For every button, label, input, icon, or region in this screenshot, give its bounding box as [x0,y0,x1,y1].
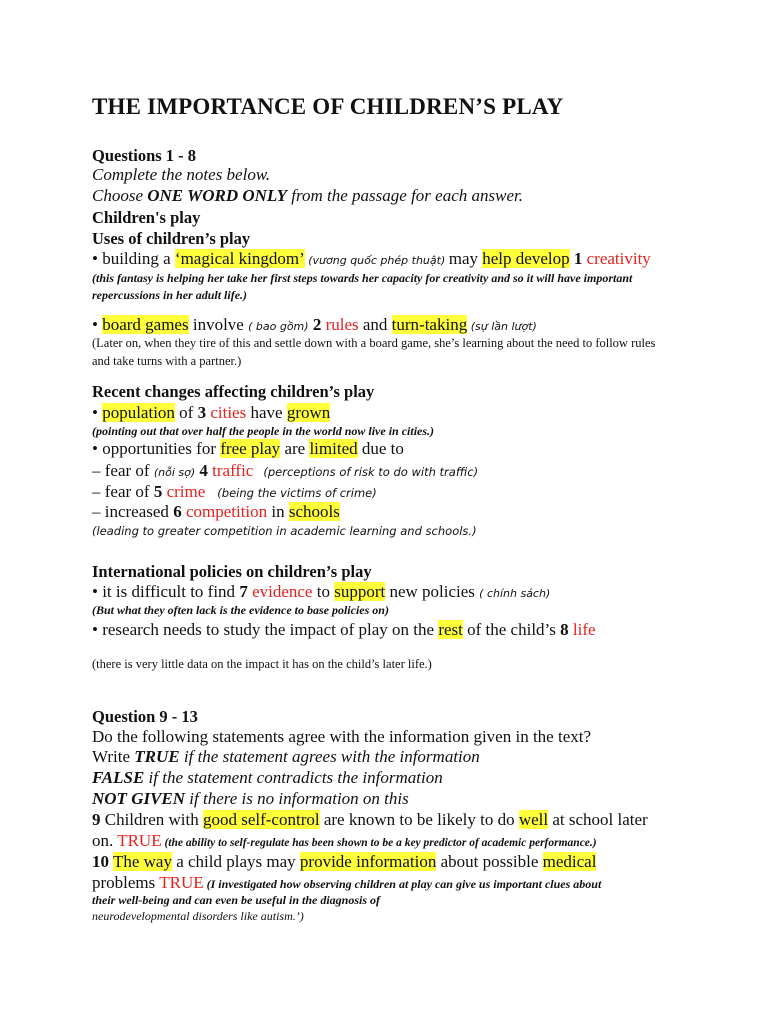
answer-7: evidence [247,582,313,601]
note-9-explanation: (the ability to self-regulate has been shown to be a key predictor of academic performance.) [161,837,597,849]
subheading-childrens-play: Children's play [92,208,201,227]
note-item-5: – fear of (nỗi sợ) 4 traffic (perceptions of risk to do with traffic) [92,461,479,480]
note-10-explanation: (I investigated how observing children at play can give us important clues about [203,877,602,891]
answer-3: cities [206,403,247,422]
highlight: well [518,810,549,829]
subheading-international: International policies on children’s play [92,562,372,581]
gloss: (vương quốc phép thuật) [304,254,449,267]
instruction-agree: Do the following statements agree with the information given in the text? [92,727,592,746]
note-7-explanation: (But what they often lack is the evidence to base policies on) [92,603,389,617]
subheading-uses: Uses of children’s play [92,229,251,248]
gloss: ( chính sách) [479,587,551,600]
note-3-explanation: (pointing out that over half the people in the world now live in cities.) [92,424,435,438]
highlight: provide information [299,852,437,871]
highlight: turn-taking [391,315,468,334]
note-10-explanation-line-3: neurodevelopmental disorders like autism.’) [92,909,304,923]
note-1-explanation: (this fantasy is helping her take her first steps towards her capacity for creativity and so it will have important repercussions in her adult life.) [92,271,633,302]
highlight: grown [286,403,331,422]
statement-9-answer-line: on. TRUE (the ability to self-regulate has been shown to be a key predictor of academic performance.) [92,831,597,850]
highlight: board games [102,315,189,334]
note-item-6: – fear of 5 crime (being the victims of crime) [92,482,377,501]
highlight: free play [220,439,281,458]
statement-10-answer-line: problems TRUE (I investigated how observing children at play can give us important clues about [92,873,602,892]
note-8-explanation: (there is very little data on the impact it has on the child’s later life.) [92,657,432,671]
highlight: limited [309,439,358,458]
note-item-7: – increased 6 competition in schools [92,502,340,521]
gloss: (sự lần lượt) [467,320,537,333]
note-6-explanation: (leading to greater competition in academic learning and schools.) [92,524,477,538]
answer-1: creativity [586,249,651,268]
note-item-9: • research needs to study the impact of play on the rest of the child’s 8 life [92,620,596,639]
gloss: (nỗi sợ) [153,466,196,479]
answer-4: traffic [212,461,254,480]
answer-6: competition [181,502,268,521]
questions-1-8-heading: Questions 1 - 8 [92,146,197,165]
note-item-2: • board games involve ( bao gồm) 2 rules and turn-taking (sự lần lượt) [92,315,537,334]
highlight: medical [542,852,597,871]
highlight: population [102,403,175,422]
statement-9: 9 Children with good self-control are known to be likely to do well at school later [92,810,648,829]
note-item-8: • it is difficult to find 7 evidence to support new policies ( chính sách) [92,582,551,601]
instruction-not-given: NOT GIVEN if there is no information on this [92,789,409,808]
highlight: rest [438,620,463,639]
note-item-4: • opportunities for free play are limited due to [92,439,404,458]
note-item-1: • building a ‘magical kingdom’ (vương quốc phép thuật) may help develop 1 creativity [92,249,651,268]
questions-9-13-heading: Question 9 - 13 [92,707,198,726]
instruction-complete: Complete the notes below. [92,165,271,184]
note-2-explanation: (Later on, when they tire of this and settle down with a board game, she’s learning about the need to follow rules and take turns with a partner.) [92,336,656,368]
gloss: ( bao gồm) [248,320,309,333]
answer-8: life [568,620,596,639]
subheading-recent-changes: Recent changes affecting children’s play [92,382,375,401]
note-4-explanation: (perceptions of risk to do with traffic) [263,465,479,479]
instruction-choose: Choose ONE WORD ONLY from the passage for each answer. [92,186,523,205]
instruction-false: FALSE if the statement contradicts the information [92,768,443,787]
answer-9: TRUE [117,831,162,850]
highlight: support [334,582,386,601]
answer-2: rules [325,315,359,334]
highlight: The way [112,852,172,871]
highlight: schools [288,502,340,521]
instruction-true: Write TRUE if the statement agrees with the information [92,747,480,766]
statement-10: 10 The way a child plays may provide information about possible medical [92,852,597,871]
page-title: THE IMPORTANCE OF CHILDREN’S PLAY [92,94,564,119]
answer-10: TRUE [159,873,204,892]
highlight: ‘magical kingdom’ [174,249,305,268]
highlight: good self-control [202,810,320,829]
note-5-explanation: (being the victims of crime) [217,486,377,500]
highlight: help develop [482,249,570,268]
answer-5: crime [162,482,206,501]
note-10-explanation-line-2: their well-being and can even be useful in the diagnosis of [92,893,381,907]
note-item-3: • population of 3 cities have grown [92,403,331,422]
